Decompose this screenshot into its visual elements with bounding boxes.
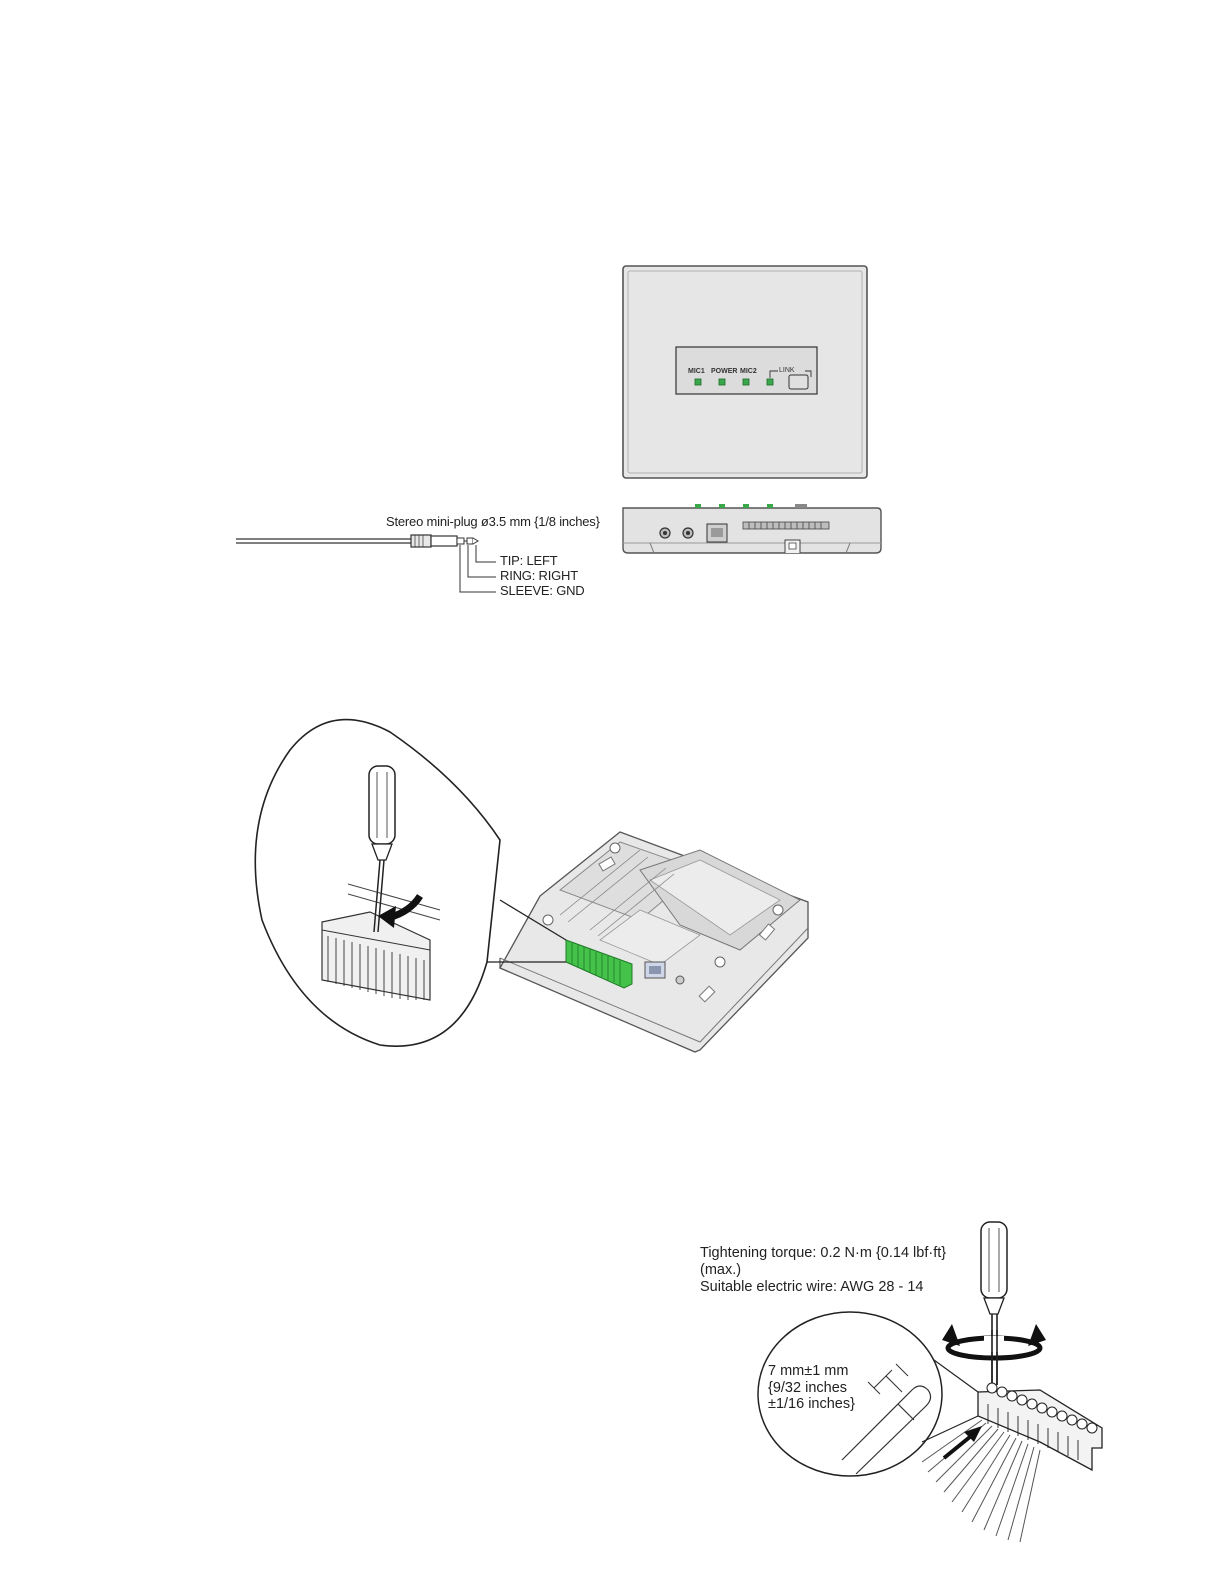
mic2-label: MIC2 <box>740 368 757 375</box>
sleeve-label: SLEEVE: GND <box>500 583 585 598</box>
power-led <box>719 379 725 385</box>
strip-length-tolerance: ±1/16 inches} <box>768 1396 855 1412</box>
mic1-led <box>695 379 701 385</box>
wiring-figure <box>0 1180 1224 1584</box>
mic1-label: MIC1 <box>688 368 705 375</box>
device-front-figure <box>0 0 1224 620</box>
torque-label: Tightening torque: 0.2 N·m {0.14 lbf·ft} <box>700 1245 947 1261</box>
link-label: LINK <box>779 367 795 374</box>
mic2-led <box>743 379 749 385</box>
power-label: POWER <box>711 368 738 375</box>
wiring-drawing <box>0 1180 1224 1584</box>
terminal-removal-drawing <box>0 700 1224 1080</box>
link-led <box>767 379 773 385</box>
torque-max-label: (max.) <box>700 1262 742 1278</box>
plug-caption: Stereo mini-plug ø3.5 mm {1/8 inches} <box>386 514 600 529</box>
tip-label: TIP: LEFT <box>500 553 558 568</box>
wire-gauge-label: Suitable electric wire: AWG 28 - 14 <box>700 1279 924 1295</box>
terminal-removal-figure <box>0 700 1224 1080</box>
ring-label: RING: RIGHT <box>500 568 578 583</box>
strip-length-mm: 7 mm±1 mm <box>768 1363 849 1379</box>
device-front-drawing <box>0 0 1224 620</box>
strip-length-inches: {9/32 inches <box>768 1380 848 1396</box>
